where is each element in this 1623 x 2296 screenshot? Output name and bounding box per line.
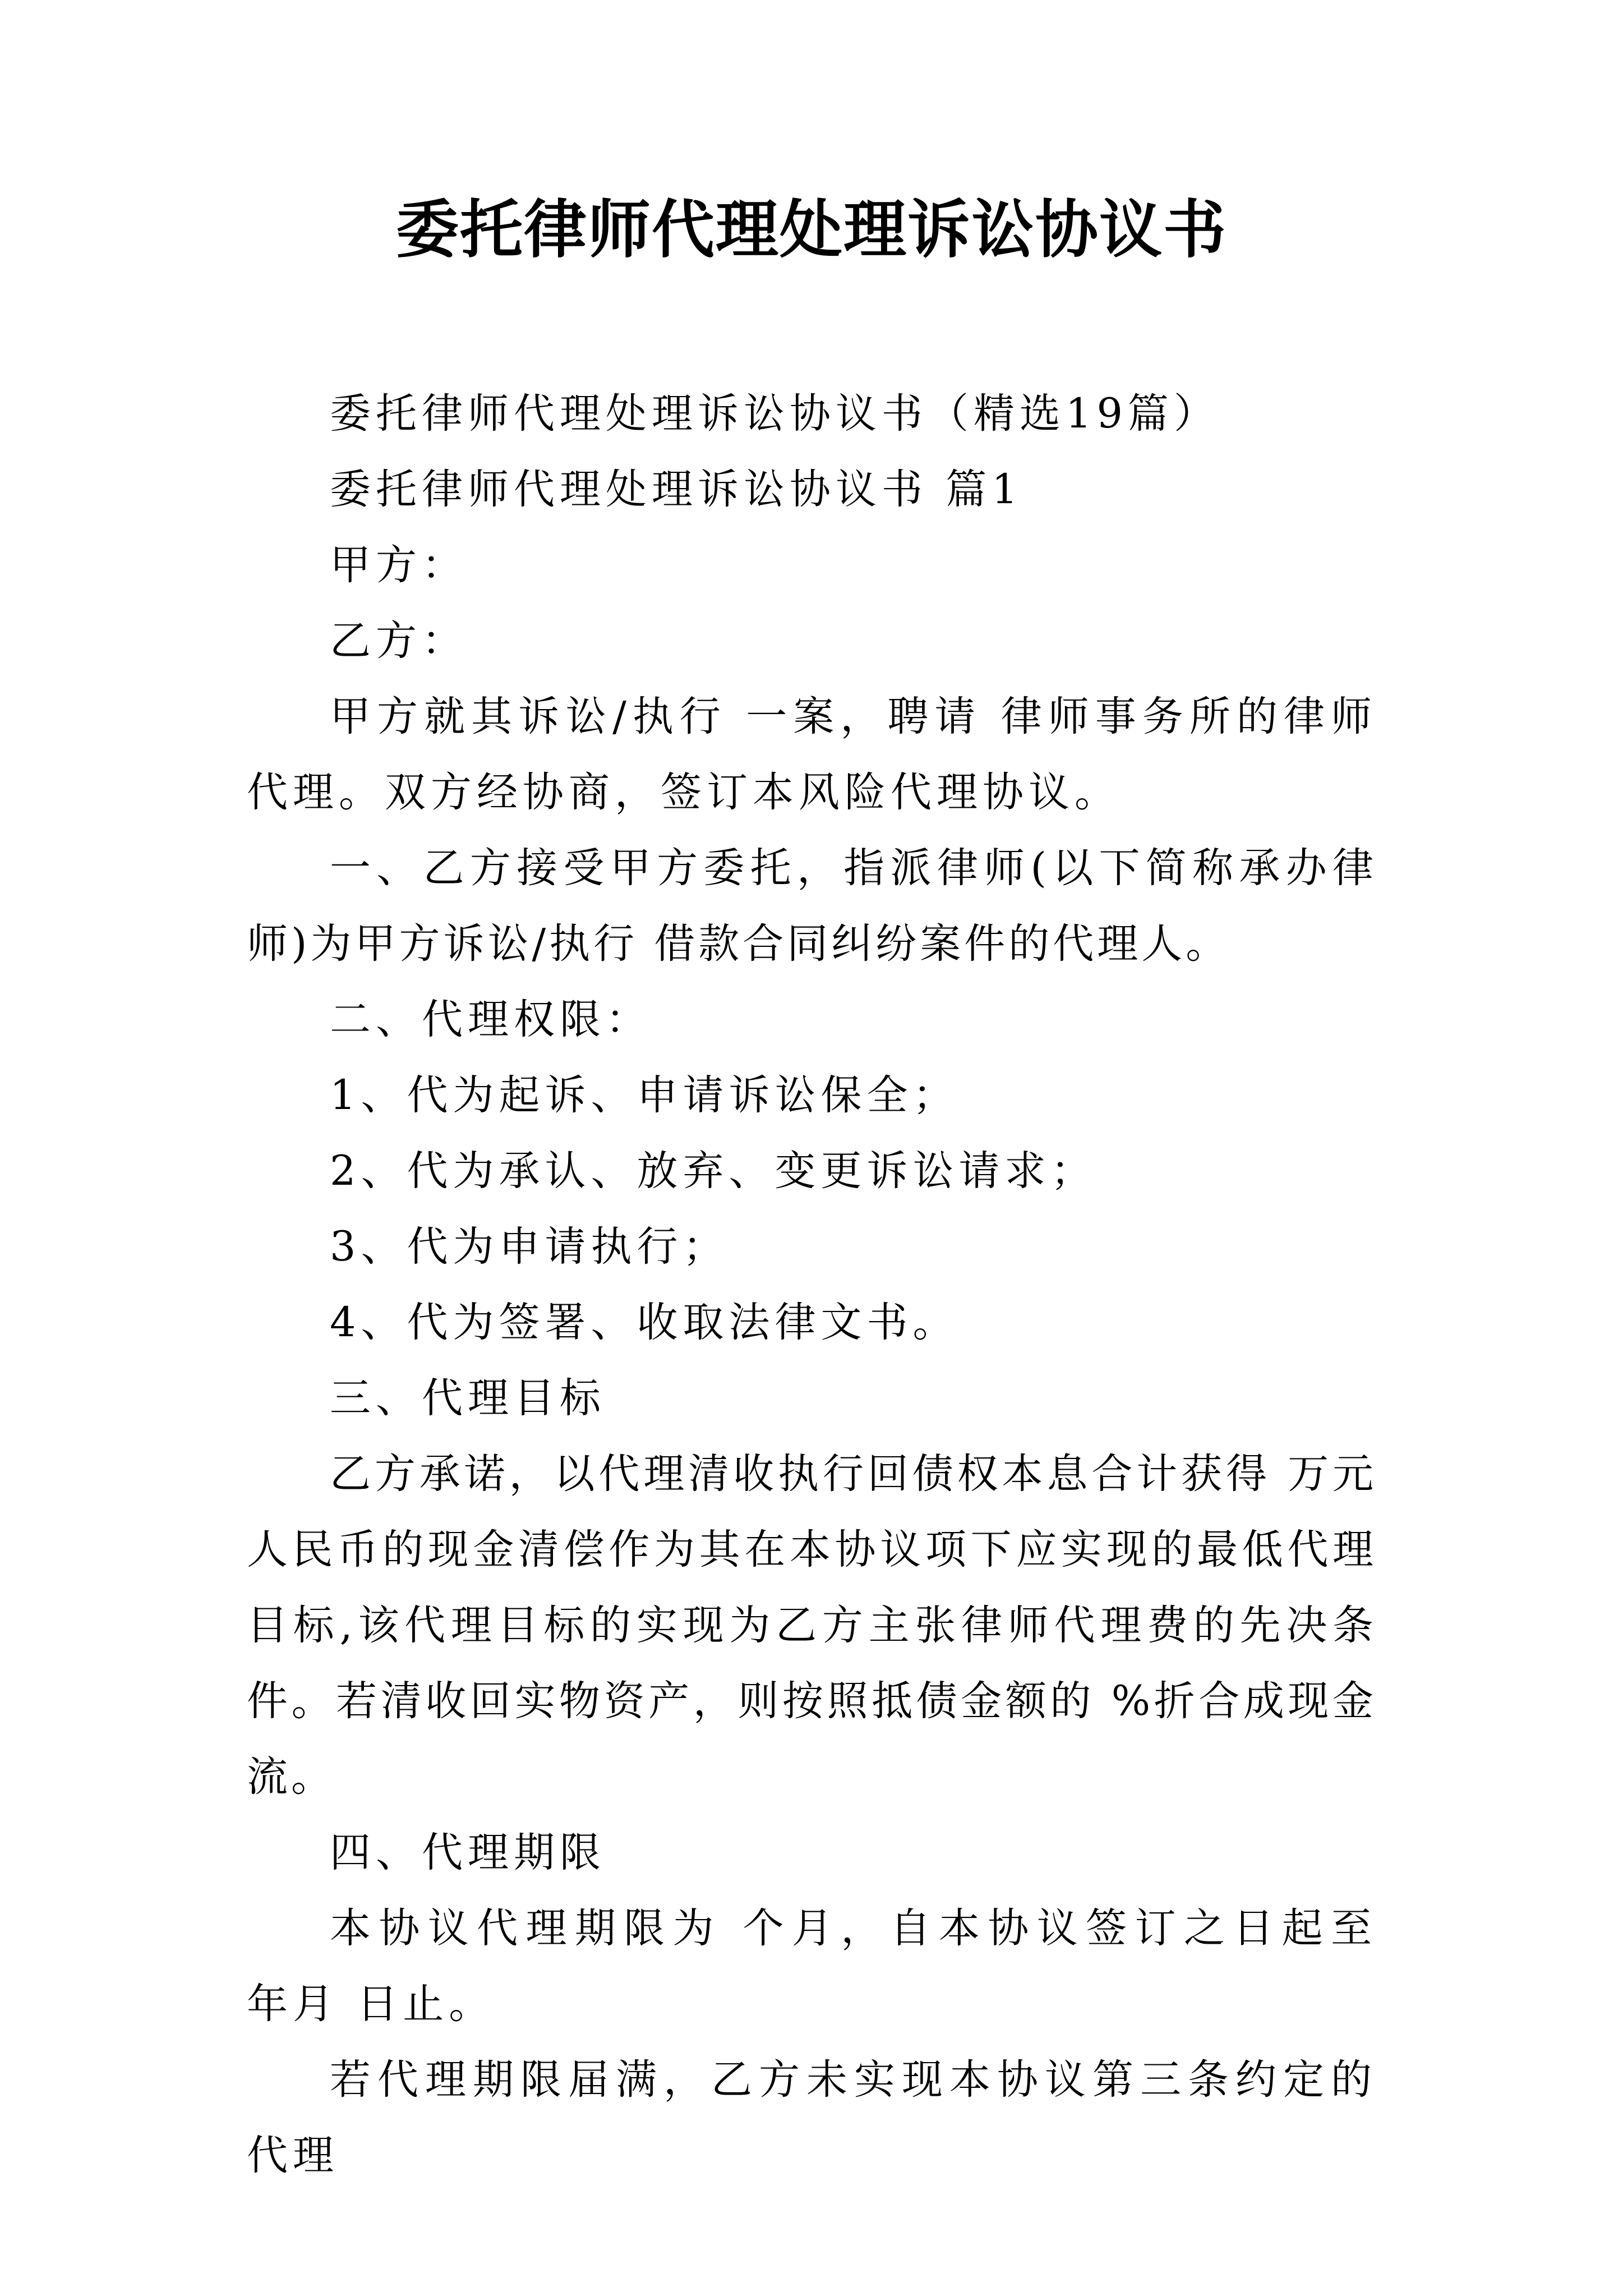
document-subtitle: 委托律师代理处理诉讼协议书（精选19篇） xyxy=(330,390,1220,438)
list-item: 4、代为签署、收取法律文书。 xyxy=(330,1299,959,1346)
clause-paragraph: 本协议代理期限为 个月，自本协议签订之日起至 年月 日止。 xyxy=(247,1904,1377,2028)
party-b-label: 乙方： xyxy=(330,617,468,665)
document-title: 委托律师代理处理诉讼协议书 xyxy=(396,194,1227,266)
list-item: 2、代为承认、放弃、变更诉讼请求； xyxy=(330,1147,1097,1195)
list-item: 3、代为申请执行； xyxy=(330,1223,729,1271)
document-body xyxy=(247,376,1377,2193)
list-item: 1、代为起诉、申请诉讼保全； xyxy=(330,1071,959,1119)
clause-paragraph: 一、乙方接受甲方委托，指派律师(以下简称承办律师)为甲方诉讼/执行 借款合同纠纷案件的代理人。 xyxy=(247,844,1377,968)
party-a-label: 甲方： xyxy=(330,541,468,589)
clause-paragraph: 乙方承诺，以代理清收执行回债权本息合计获得 万元人民币的现金清偿作为其在本协议项下应实现的最低代理目标,该代理目标的实现为乙方主张律师代理费的先决条件。若清收回实物资产，则按照抵债金额的 %折合成现金流。 xyxy=(247,1450,1377,1801)
clause-heading: 三、代理目标 xyxy=(330,1374,606,1422)
section-heading: 委托律师代理处理诉讼协议书 篇1 xyxy=(330,466,1023,513)
clause-heading: 四、代理期限 xyxy=(330,1829,606,1876)
body-paragraph: 甲方就其诉讼/执行 一案，聘请 律师事务所的律师代理。双方经协商，签订本风险代理协议。 xyxy=(247,693,1377,816)
clause-heading: 二、代理权限： xyxy=(330,996,652,1043)
clause-paragraph: 若代理期限届满，乙方未实现本协议第三条约定的代理 xyxy=(247,2056,1377,2179)
